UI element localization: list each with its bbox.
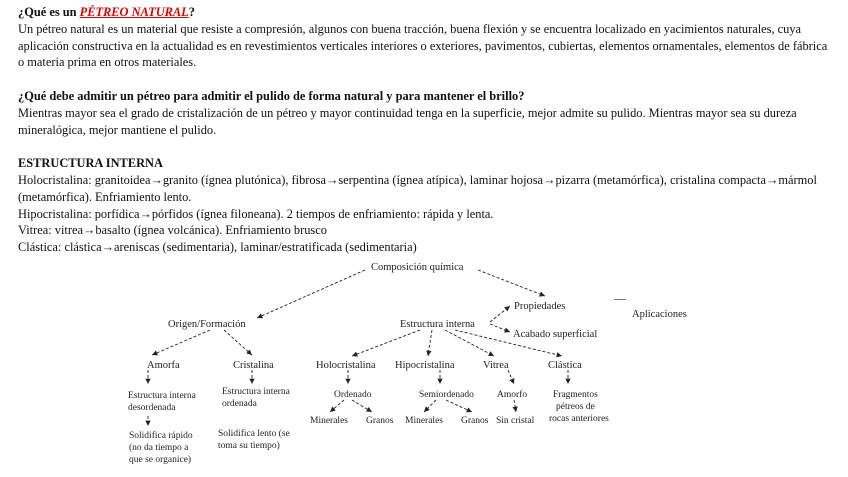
- amorfa-desc-2: desordenada: [128, 403, 176, 413]
- node-clastica: Clástica: [548, 360, 582, 371]
- fragmentos-1: Fragmentos: [553, 390, 598, 400]
- holo-minerales: Minerales: [310, 416, 348, 426]
- hipo-minerales: Minerales: [405, 416, 443, 426]
- hipo-part-b: pórfidos (ígnea filoneana). 2 tiempos de enfriamiento: rápida y lenta.: [151, 206, 494, 221]
- holo-part-a: Holocristalina: granitoidea: [18, 172, 151, 187]
- node-acabado: Acabado superficial: [513, 329, 598, 340]
- arrow-icon: →: [101, 240, 114, 255]
- node-vitrea: Vitrea: [483, 360, 509, 371]
- node-propiedades: Propiedades: [514, 301, 566, 312]
- node-holocristalina: Holocristalina: [316, 360, 376, 371]
- node-composicion: Composición química: [371, 262, 464, 273]
- fragmentos-2: pétreos de: [556, 402, 595, 412]
- diagram-details: [128, 387, 609, 465]
- node-amorfa: Amorfa: [147, 360, 180, 371]
- holo-part-c: serpentina (ígnea atípica), laminar hojosa: [338, 172, 544, 187]
- holo-part-e: mármol (metamórfica). Enfriamiento lento.: [18, 172, 817, 204]
- diagram-connectors: [148, 270, 568, 426]
- arrow-icon: →: [325, 172, 339, 187]
- question-1-suffix: ?: [188, 5, 195, 19]
- dash-separator: —: [614, 291, 626, 305]
- amorfa-sol-3: que se organice): [129, 455, 192, 465]
- holo-ordenado: Ordenado: [334, 390, 372, 400]
- node-cristalina: Cristalina: [233, 360, 274, 371]
- diagram-labels: [147, 262, 687, 371]
- node-estructura: Estructura interna: [400, 319, 475, 330]
- arrow-icon: →: [139, 206, 152, 221]
- cristalina-desc-2: ordenada: [222, 399, 257, 409]
- question-2: ¿Qué debe admitir un pétreo para admitir el pulido de forma natural y para mantener el brillo?: [18, 88, 525, 103]
- fragmentos-3: rocas anteriores: [549, 414, 609, 424]
- vitrea-part-b: basalto (ígnea volcánica). Enfriamiento brusco: [95, 223, 327, 238]
- cristalina-sol-1: Solidifica lento (se: [218, 429, 290, 439]
- hipo-part-a: Hipocristalina: porfídica: [18, 206, 140, 221]
- vitrea-amorfo: Amorfo: [497, 390, 528, 400]
- arrow-icon: →: [82, 223, 96, 238]
- clastica-part-a: Clástica: clástica: [18, 240, 102, 255]
- node-aplicaciones: Aplicaciones: [632, 309, 687, 320]
- holo-part-b: granito (ígnea plutónica), fibrosa: [162, 172, 326, 187]
- cristalina-sol-2: toma su tiempo): [218, 441, 280, 451]
- hipo-granos: Granos: [461, 416, 489, 426]
- arrow-icon: →: [543, 172, 556, 187]
- amorfa-sol-1: Solidifica rápido: [129, 431, 193, 441]
- vitrea-sin-cristal: Sin cristal: [496, 416, 535, 426]
- arrow-icon: →: [150, 172, 163, 187]
- question-1-prefix: ¿Qué es un: [18, 5, 80, 19]
- amorfa-sol-2: (no da tiempo a: [129, 443, 189, 453]
- holo-granos: Granos: [366, 416, 394, 426]
- arrow-icon: →: [765, 172, 779, 187]
- term-petreo-natural: PÉTREO NATURAL: [79, 5, 189, 19]
- vitrea-part-a: Vitrea: vitrea: [18, 223, 83, 238]
- answer-1: Un pétreo natural es un material que resiste a compresión, algunos con buena tracción, buena flexión y se encuentra localizado en yacimientos naturales, cuya aplicación constructiva en la actualidad es en revestimientos verticales interiores o exteriores, pavimentos, cubiertas, elementos ornamentales, elementos de fábrica o materia prima en otros materiales.: [18, 21, 828, 70]
- cristalina-desc-1: Estructura interna: [222, 387, 290, 397]
- amorfa-desc-1: Estructura interna: [128, 391, 196, 401]
- clastica-part-b: areniscas (sedimentaria), laminar/estratificada (sedimentaria): [114, 240, 417, 255]
- node-origen: Origen/Formación: [168, 319, 246, 330]
- answer-2: Mientras mayor sea el grado de cristalización de un pétreo y mayor continuidad tenga en la superficie, mejor admite su pulido. Mientras mayor sea su dureza mineralógica, mejor mantiene el pulido.: [18, 105, 797, 137]
- node-hipocristalina: Hipocristalina: [395, 360, 455, 371]
- holo-part-d: pizarra (metamórfica), cristalina compacta: [555, 172, 766, 187]
- section-title: ESTRUCTURA INTERNA: [18, 156, 163, 171]
- hipo-semiordenado: Semiordenado: [419, 390, 474, 400]
